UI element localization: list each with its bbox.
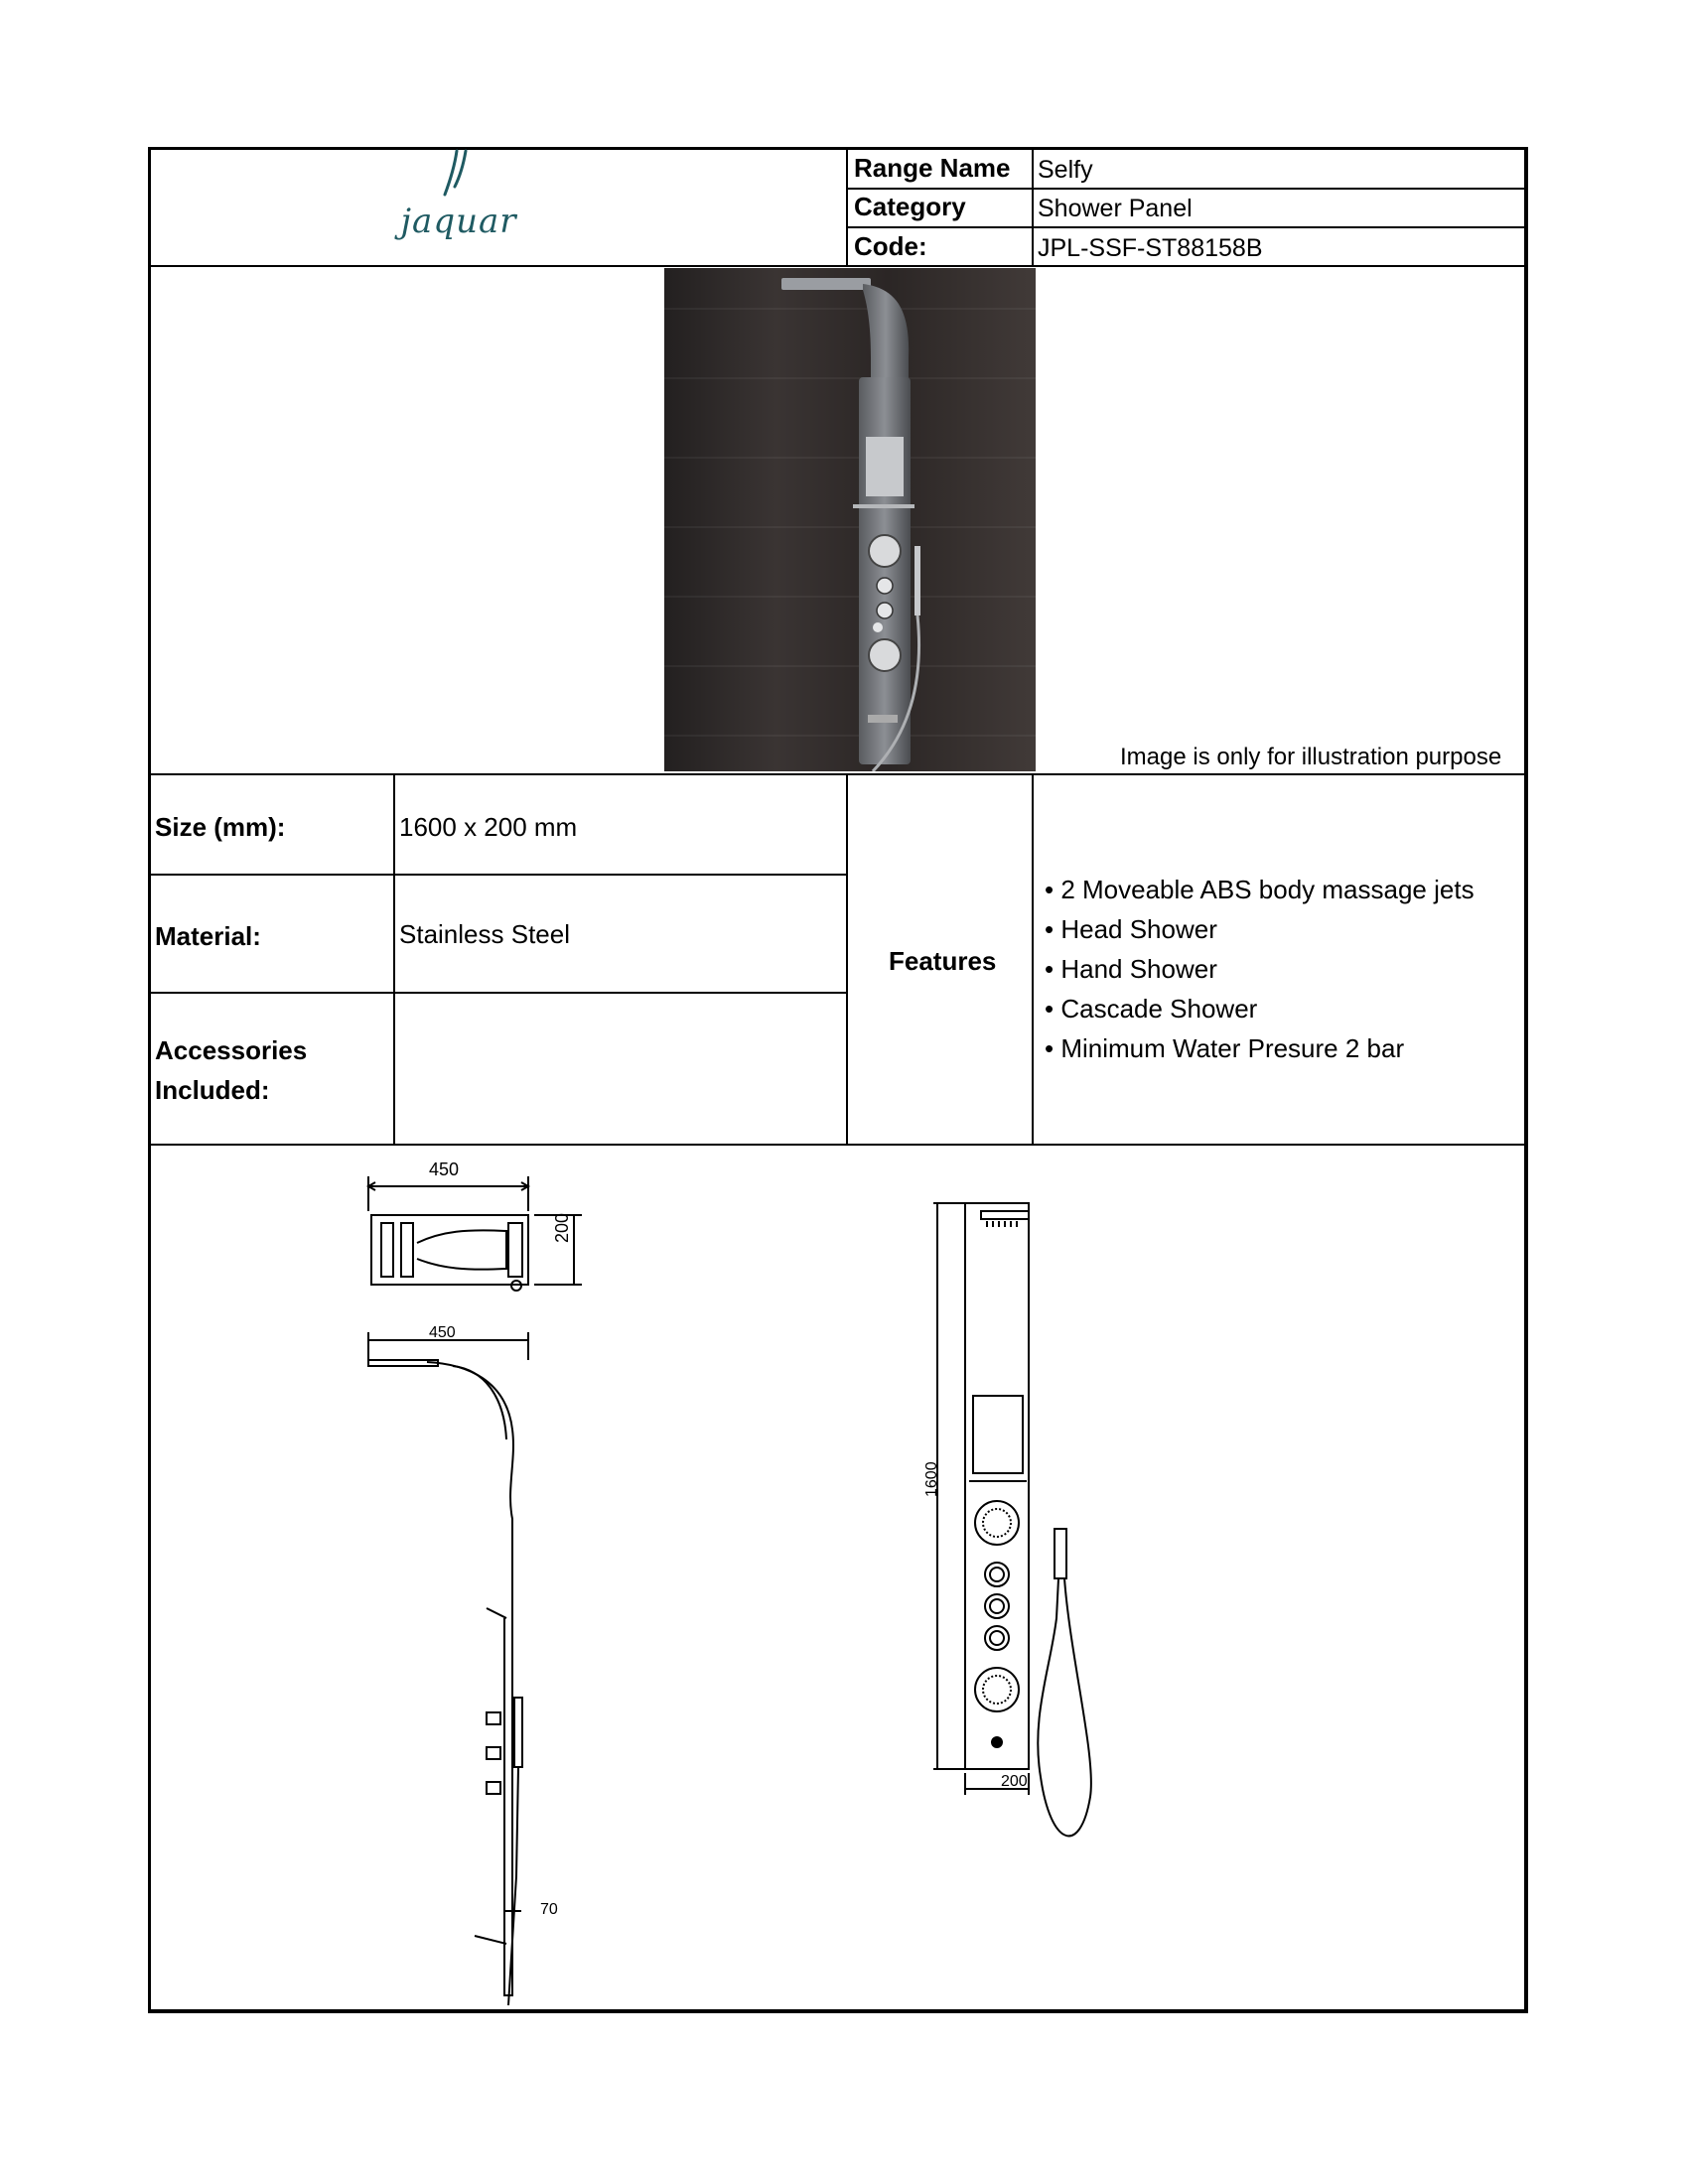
front-view-width-label: 200: [1001, 1773, 1028, 1790]
outer-frame-bottom: [149, 2009, 1527, 2013]
front-view-drawing: [931, 1201, 1130, 1876]
material-label: Material:: [155, 921, 261, 951]
material-value: Stainless Steel: [399, 919, 570, 949]
specs-col-line-1: [393, 773, 395, 1145]
image-disclaimer: Image is only for illustration purpose: [1120, 744, 1502, 770]
feature-item: • Cascade Shower: [1045, 994, 1258, 1024]
feature-item: • Minimum Water Presure 2 bar: [1045, 1033, 1405, 1063]
specs-row-line-1: [149, 874, 847, 876]
feature-item: • Head Shower: [1045, 914, 1217, 944]
jaquar-logo-mark: [433, 149, 473, 199]
side-view-width-label: 450: [429, 1324, 456, 1341]
size-label: Size (mm):: [155, 812, 286, 842]
range-name-label: Range Name: [854, 153, 1011, 183]
outer-frame-left: [148, 147, 151, 2013]
feature-item: • Hand Shower: [1045, 954, 1217, 984]
features-list: [1045, 870, 1475, 1068]
range-name-value: Selfy: [1038, 156, 1093, 184]
image-row-bottom-line: [149, 773, 1527, 775]
specs-col-line-3: [1032, 773, 1034, 1145]
product-photo: [664, 268, 1036, 771]
category-value: Shower Panel: [1038, 195, 1193, 222]
top-view-width-label: 450: [429, 1160, 460, 1179]
code-label: Code:: [854, 231, 927, 261]
accessories-label-line2: Included:: [155, 1075, 270, 1105]
size-value: 1600 x 200 mm: [399, 812, 578, 842]
accessories-label: Accessories: [155, 1035, 308, 1065]
specs-row-line-2: [149, 992, 847, 994]
outer-frame-top: [149, 147, 1527, 150]
shower-panel-illustration: [664, 268, 1036, 771]
brand-name: jaquar: [400, 202, 517, 241]
code-value: JPL-SSF-ST88158B: [1038, 234, 1263, 262]
side-view-offset-label: 70: [540, 1901, 558, 1918]
header-row-line-1: [846, 188, 1525, 190]
specs-col-line-2: [846, 773, 848, 1145]
category-label: Category: [854, 192, 966, 221]
front-view-height-label: 1600: [923, 1461, 940, 1497]
header-divider: [846, 147, 848, 266]
header-col-divider: [1032, 147, 1034, 266]
top-view-depth-label: 200: [552, 1212, 572, 1243]
specs-bottom-line: [149, 1144, 1527, 1146]
outer-frame-right: [1524, 147, 1528, 2013]
header-row-line-2: [846, 226, 1525, 228]
feature-item: • 2 Moveable ABS body massage jets: [1045, 875, 1475, 904]
features-label: Features: [889, 946, 997, 976]
header-bottom-line: [149, 265, 1527, 267]
